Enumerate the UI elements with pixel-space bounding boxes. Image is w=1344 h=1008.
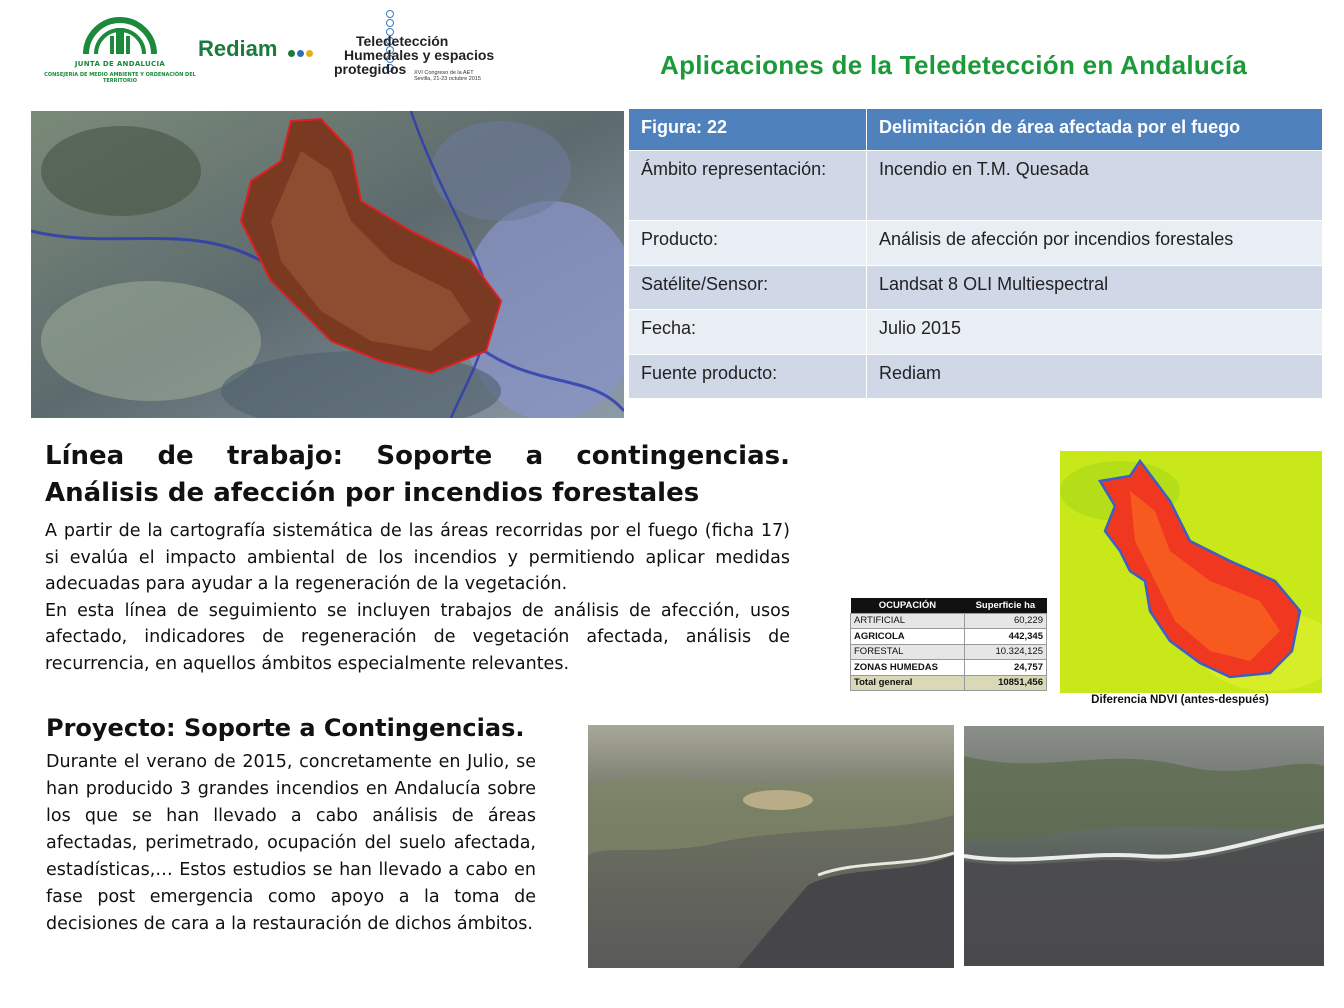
table-row [629, 355, 1323, 399]
col-header-area: Superficie ha [964, 598, 1046, 613]
table-row [851, 644, 1047, 660]
page-title: Aplicaciones de la Teledetección en Andalucía [660, 50, 1248, 80]
info-table-header [629, 109, 1323, 151]
occupation-header-row [851, 598, 1047, 613]
aet-congress-logo [330, 8, 520, 88]
table-row [851, 613, 1047, 629]
occupation-value: 442,345 [964, 629, 1046, 645]
row-value: Análisis de afección por incendios forestales [867, 221, 1323, 266]
row-label: Fecha: [629, 310, 867, 355]
row-label: Fuente producto: [629, 355, 867, 399]
occupation-label: ARTIFICIAL [851, 613, 965, 629]
occupation-table [850, 598, 1047, 691]
junta-arch-icon [80, 14, 160, 60]
aerial-photo-burned-hills-2 [964, 726, 1324, 966]
aet-congress-name: XVI Congreso de la AET [414, 70, 474, 76]
occupation-label: FORESTAL [851, 644, 965, 660]
logo-junta-line1: JUNTA DE ANDALUCIA [74, 60, 166, 68]
row-value: Landsat 8 OLI Multiespectral [867, 266, 1323, 310]
table-row [629, 266, 1323, 310]
occupation-label: Total general [851, 675, 965, 691]
satellite-burn-image [31, 111, 624, 418]
row-label: Producto: [629, 221, 867, 266]
ndvi-difference-image [1060, 451, 1322, 693]
figure-title: Delimitación de área afectada por el fuego [867, 109, 1323, 151]
occupation-value: 60,229 [964, 613, 1046, 629]
occupation-label: AGRICOLA [851, 629, 965, 645]
aet-logo-line1: Teledetección [356, 33, 449, 49]
occupation-label: ZONAS HUMEDAS [851, 660, 965, 676]
row-value: Incendio en T.M. Quesada [867, 151, 1323, 221]
row-value: Rediam [867, 355, 1323, 399]
row-value: Julio 2015 [867, 310, 1323, 355]
linea-body [45, 518, 790, 677]
rediam-logo-text: Rediam [198, 36, 278, 61]
proyecto-heading: Proyecto: Soporte a Contingencias. [46, 714, 525, 742]
table-row [851, 660, 1047, 676]
ndvi-caption: Diferencia NDVI (antes-después) [1091, 694, 1269, 706]
table-row [629, 151, 1323, 221]
rediam-dots-icon [288, 37, 315, 63]
table-row [629, 221, 1323, 266]
proyecto-paragraph: Durante el verano de 2015, concretamente en Julio, se han producido 3 grandes incendios en Andalucía sobre los que se han llevado a cabo análisis de áreas afectadas, perimetrado, ocupación del suelo afectada, estadísticas,… Estos estudios se han llevado a cabo en fase post emergencia como apoyo a la toma de decisiones de cara a la restauración de dichos ámbitos. [46, 752, 536, 934]
occupation-value: 10.324,125 [964, 644, 1046, 660]
aet-logo-line2: Humedales y espacios [344, 47, 495, 63]
aerial-photo-burned-hills-1 [588, 725, 954, 968]
linea-paragraph-2: En esta línea de seguimiento se incluyen trabajos de análisis de afección, usos afectado, indicadores de regeneración de vegetación afectada, análisis de recurrencia, en aquellos ámbitos especialmente relevantes. [45, 600, 790, 674]
rediam-logo [198, 36, 315, 63]
table-row [851, 629, 1047, 645]
table-row [629, 310, 1323, 355]
occupation-value: 10851,456 [964, 675, 1046, 691]
row-label: Satélite/Sensor: [629, 266, 867, 310]
linea-heading: Línea de trabajo: Soporte a contingencias. Análisis de afección por incendios forestales [45, 441, 790, 508]
figure-number: Figura: 22 [629, 109, 867, 151]
linea-paragraph-1: A partir de la cartografía sistemática de las áreas recorridas por el fuego (ficha 17) si evalúa el impacto ambiental de los incendios y permitiendo aplicar medidas adecuadas para ayudar a la regeneración de la vegetación. [45, 521, 790, 594]
figure-info-table [628, 108, 1323, 399]
junta-andalucia-logo [40, 14, 200, 84]
row-label: Ámbito representación: [629, 151, 867, 221]
col-header-occupation: OCUPACIÓN [851, 598, 965, 613]
aet-logo-line3: protegidos [334, 61, 407, 77]
table-row [851, 675, 1047, 691]
logo-junta-line2: CONSEJERIA DE MEDIO AMBIENTE Y ORDENACIÓN DEL TERRITORIO [44, 72, 196, 84]
occupation-value: 24,757 [964, 660, 1046, 676]
aet-logo-line4 [414, 70, 481, 82]
aet-congress-date: Sevilla, 21-23 octubre 2015 [414, 76, 481, 82]
